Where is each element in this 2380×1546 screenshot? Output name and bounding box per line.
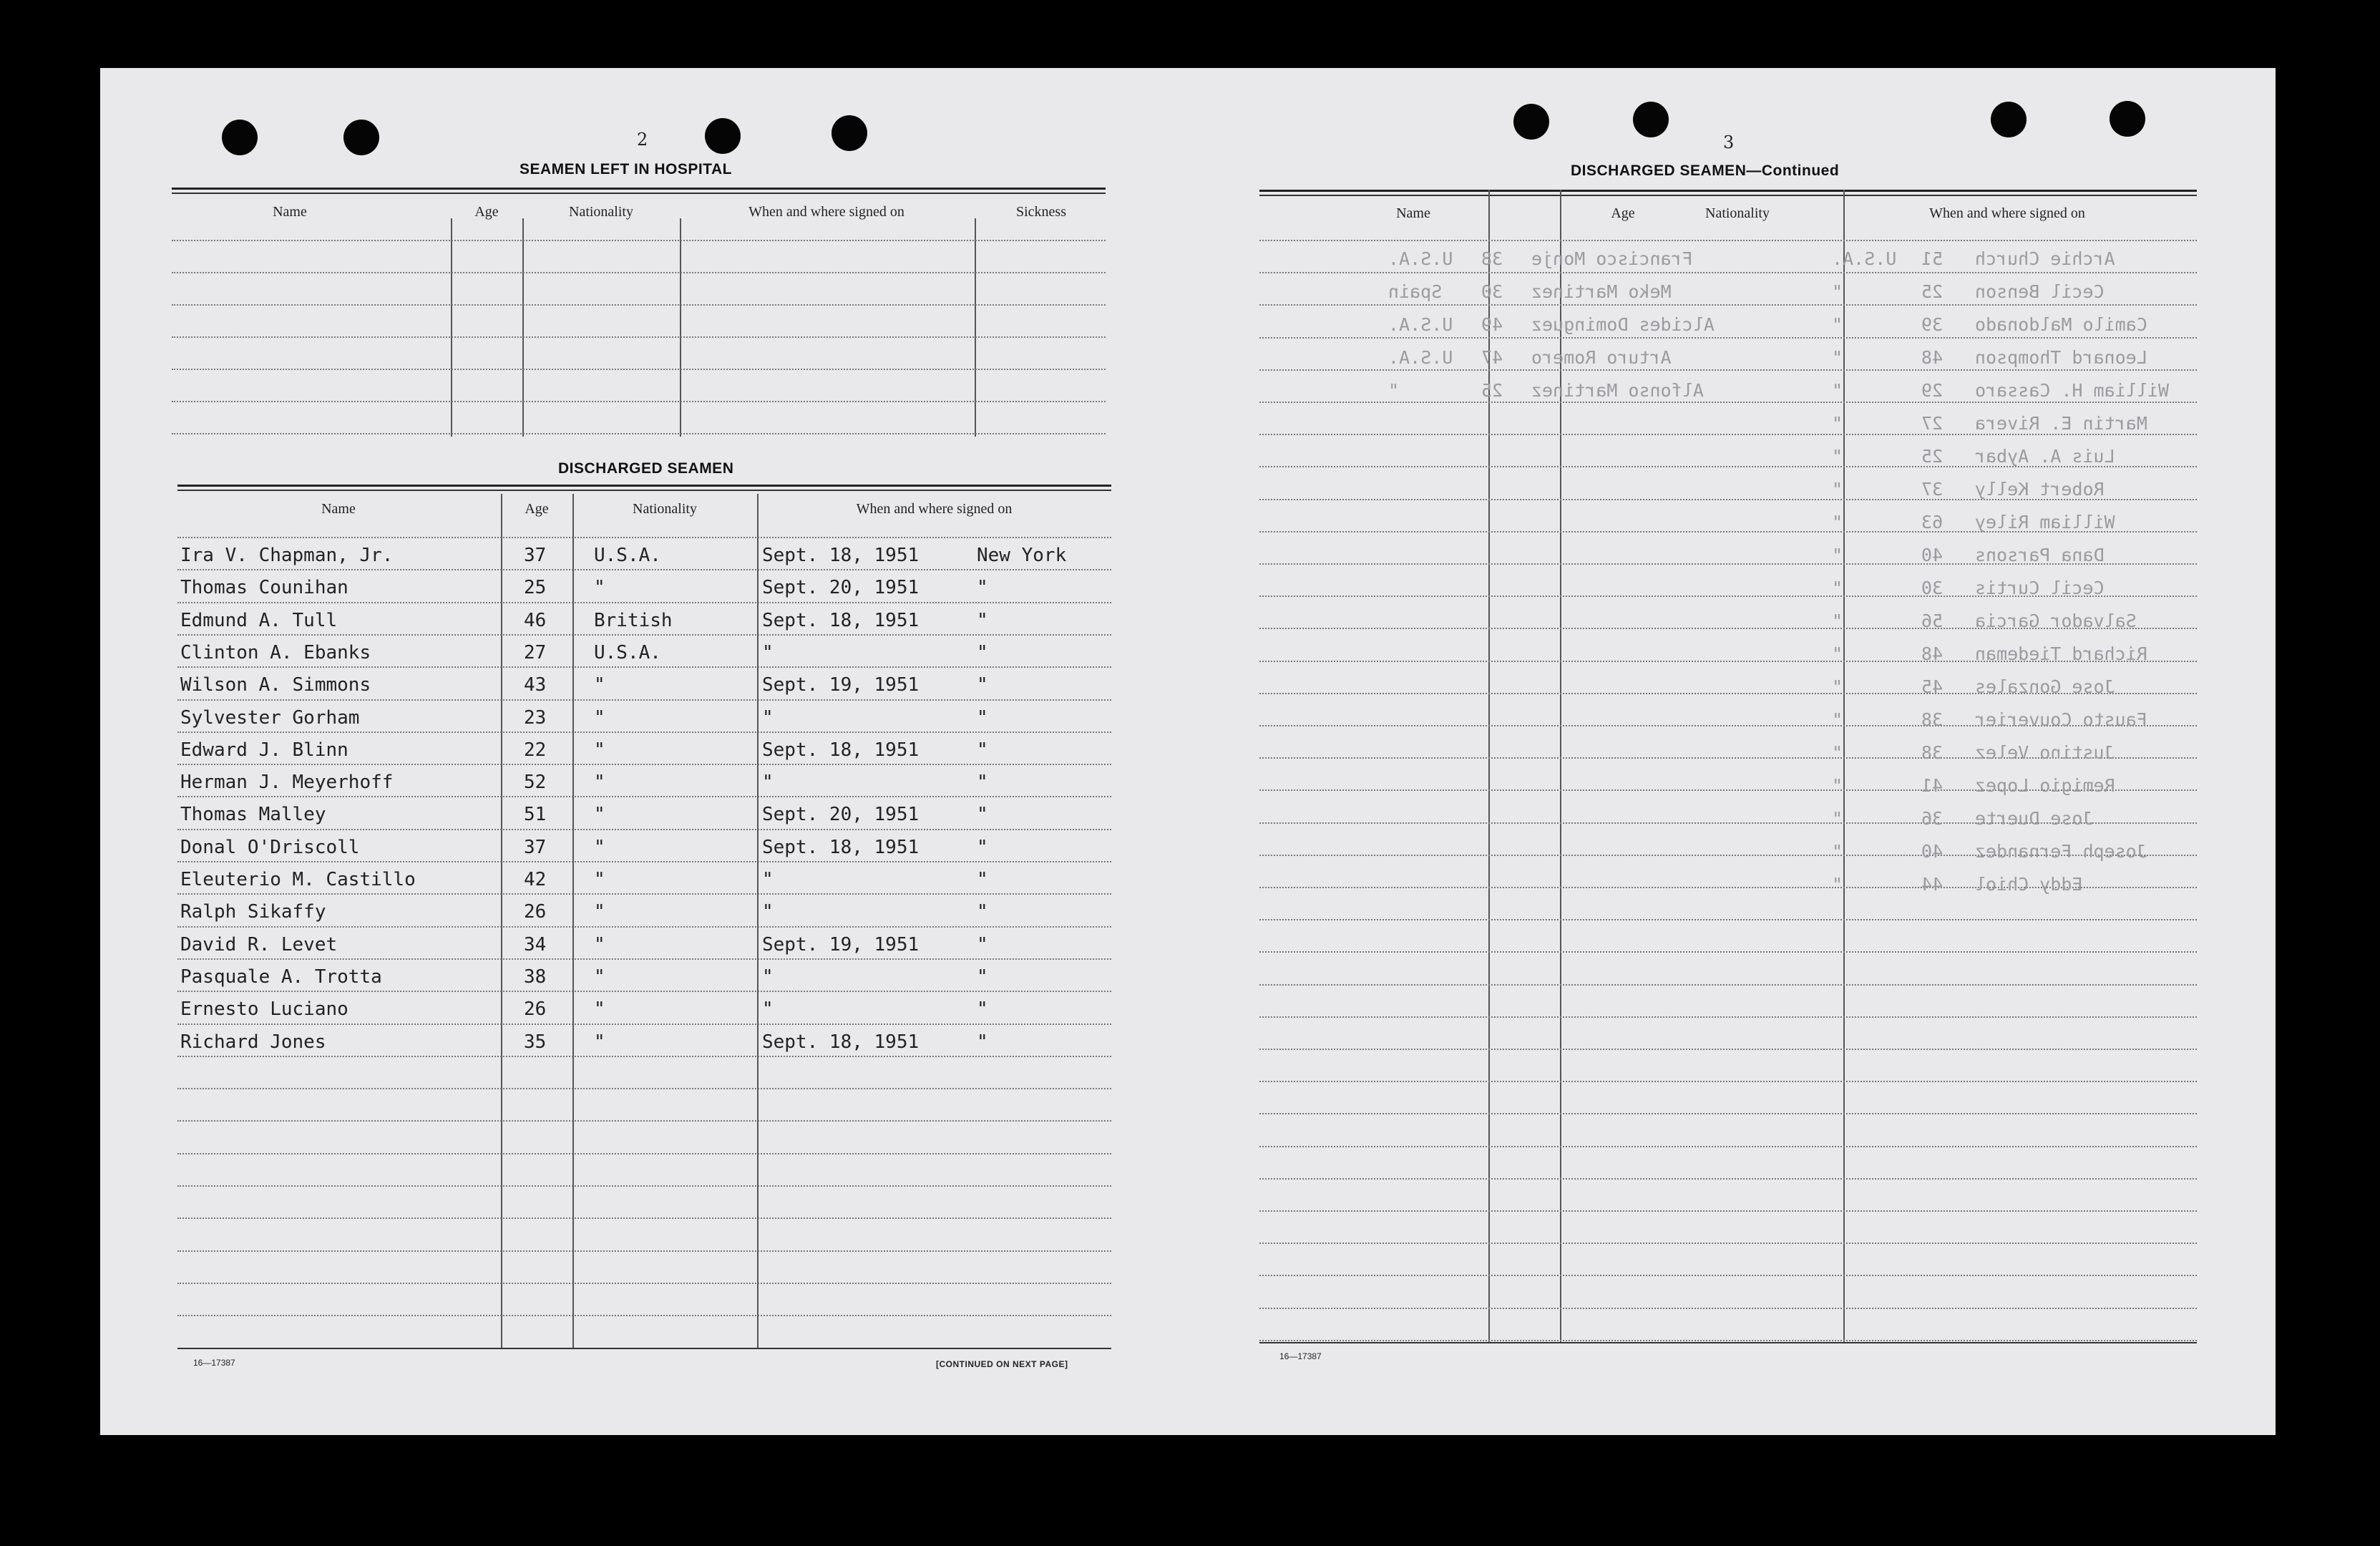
- table-row-line: [177, 764, 1111, 765]
- mirrored-nationality: ": [1832, 512, 1843, 533]
- table-row-line: [1259, 1178, 2197, 1180]
- seaman-age: 46: [524, 609, 547, 631]
- seaman-name: Ira V. Chapman, Jr.: [180, 545, 394, 566]
- seaman-nationality: ": [594, 577, 605, 599]
- signed-on-date: ": [762, 966, 774, 988]
- mirrored-name: Arturo Romero: [1531, 347, 1672, 368]
- seaman-nationality: British: [594, 609, 673, 631]
- mirrored-age: 63: [1921, 512, 1943, 533]
- table-row-line: [1259, 1016, 2197, 1018]
- signed-on-place: ": [977, 998, 988, 1021]
- table-row-line: [177, 731, 1111, 733]
- signed-on-date: Sept. 18, 1951: [762, 1031, 920, 1053]
- signed-on-place: ": [977, 966, 988, 988]
- table-row-line: [172, 369, 1106, 370]
- seaman-age: 26: [524, 998, 547, 1021]
- signed-on-date: Sept. 18, 1951: [762, 836, 920, 858]
- table-row-line: [1259, 240, 2197, 241]
- seaman-age: 23: [524, 706, 547, 729]
- mirrored-name: Justino Velez: [1975, 742, 2115, 763]
- seaman-name: Sylvester Gorham: [180, 706, 360, 729]
- punch-hole: [2110, 101, 2145, 137]
- mirrored-nationality: ": [1832, 808, 1843, 829]
- table-row-line: [172, 240, 1106, 241]
- table-row-line: [1259, 1340, 2197, 1341]
- seaman-age: 37: [524, 545, 547, 566]
- table-row-line: [1259, 272, 2197, 273]
- table-row-line: [177, 926, 1111, 928]
- table-row-line: [177, 1315, 1111, 1316]
- signed-on-date: ": [762, 869, 774, 890]
- table-row-line: [177, 537, 1111, 538]
- mirrored-age: 48: [1921, 347, 1943, 368]
- table-row-line: [177, 666, 1111, 668]
- mirrored-age: 44: [1921, 874, 1943, 895]
- mirrored-age: 38: [1921, 742, 1943, 763]
- punch-hole: [1513, 104, 1549, 140]
- signed-on-place: ": [977, 772, 988, 794]
- mirrored-nationality: ": [1832, 446, 1843, 467]
- seaman-nationality: ": [594, 1031, 605, 1053]
- discharged-continued-title: [1571, 162, 1839, 180]
- rule: [172, 188, 1106, 190]
- mirrored-name: Leonard Thompson: [1975, 347, 2147, 368]
- mirrored-nationality: ": [1832, 545, 1843, 565]
- table-row-line: [172, 336, 1106, 338]
- mirrored-age: 36: [1921, 808, 1943, 829]
- mirrored-name: Alcides Dominguez: [1531, 314, 1715, 335]
- punch-hole: [831, 115, 867, 151]
- table-row-line: [172, 272, 1106, 273]
- mirrored-age: 27: [1921, 413, 1943, 434]
- seaman-nationality: ": [594, 966, 605, 988]
- seaman-age: 42: [524, 869, 547, 890]
- mirrored-nationality: U.S.A.: [1832, 248, 1897, 269]
- rule: [1259, 190, 2197, 192]
- table-row-line: [177, 602, 1111, 603]
- seaman-name: Richard Jones: [180, 1031, 326, 1053]
- mirrored-nationality: ": [1832, 479, 1843, 500]
- mirrored-name: Archie Church: [1975, 248, 2115, 269]
- mirrored-age: 25: [1921, 446, 1943, 467]
- mirrored-name: Camilo Maldonado: [1975, 314, 2147, 335]
- seaman-name: Thomas Malley: [180, 804, 326, 826]
- mirrored-age: 49: [1481, 314, 1503, 335]
- right-header-name: Name: [1396, 205, 1430, 221]
- signed-on-place: ": [977, 933, 988, 956]
- hospital-header-sickness: Sickness: [1016, 204, 1066, 220]
- seaman-name: Ernesto Luciano: [180, 998, 348, 1021]
- table-row-line: [177, 1185, 1111, 1187]
- table-row-line: [1259, 1049, 2197, 1050]
- signed-on-place: ": [977, 901, 988, 923]
- rule: [177, 490, 1111, 491]
- seaman-nationality: ": [594, 739, 605, 761]
- table-row-line: [1259, 1308, 2197, 1309]
- signed-on-date: ": [762, 998, 774, 1021]
- seaman-nationality: ": [594, 901, 605, 923]
- signed-on-date: ": [762, 706, 774, 729]
- seaman-age: 26: [524, 901, 547, 923]
- seaman-nationality: ": [594, 869, 605, 890]
- table-row-line: [1259, 304, 2197, 306]
- mirrored-name: Fausto Couverier: [1975, 709, 2147, 730]
- table-row-line: [1259, 984, 2197, 986]
- mirrored-name: Salvador Garcia: [1975, 611, 2137, 631]
- mirrored-age: 48: [1921, 643, 1943, 664]
- seaman-nationality: ": [594, 998, 605, 1021]
- mirrored-name: Dana Parsons: [1975, 545, 2105, 565]
- table-row-line: [172, 433, 1106, 434]
- mirrored-nationality: ": [1832, 709, 1843, 730]
- signed-on-place: New York: [977, 545, 1067, 566]
- mirrored-age: 38: [1481, 248, 1503, 269]
- seaman-name: Herman J. Meyerhoff: [180, 772, 394, 794]
- table-row-line: [177, 1217, 1111, 1219]
- punch-hole: [222, 120, 258, 155]
- discharged-header-name: Name: [321, 501, 356, 517]
- table-row-line: [177, 1250, 1111, 1252]
- table-row-line: [177, 1120, 1111, 1122]
- rule: [177, 485, 1111, 487]
- table-row-line: [1259, 951, 2197, 953]
- seaman-name: Ralph Sikaffy: [180, 901, 326, 923]
- mirrored-age: 45: [1921, 676, 1943, 697]
- mirrored-name: Remigio Lopez: [1975, 775, 2115, 796]
- mirrored-nationality: ": [1832, 347, 1843, 368]
- rule: [1259, 195, 2197, 196]
- seaman-nationality: ": [594, 706, 605, 729]
- mirrored-name: Alfonso Martinez: [1531, 380, 1704, 401]
- seaman-nationality: ": [594, 933, 605, 956]
- table-row-line: [1259, 1243, 2197, 1244]
- mirrored-nationality: ": [1832, 314, 1843, 335]
- discharged-header-signed-on: When and where signed on: [856, 501, 1013, 517]
- seaman-age: 38: [524, 966, 547, 988]
- column-divider: [680, 218, 681, 437]
- signed-on-place: ": [977, 836, 988, 858]
- mirrored-age: 29: [1921, 380, 1943, 401]
- document-sheet: [100, 68, 2276, 1435]
- table-row-line: [177, 861, 1111, 862]
- mirrored-age: 47: [1481, 347, 1503, 368]
- seaman-age: 37: [524, 836, 547, 858]
- signed-on-place: ": [977, 804, 988, 826]
- signed-on-place: ": [977, 1031, 988, 1053]
- signed-on-place: ": [977, 739, 988, 761]
- column-divider: [522, 218, 524, 437]
- discharged-header-nationality: Nationality: [633, 501, 697, 517]
- hospital-header-nationality: Nationality: [569, 204, 633, 220]
- column-divider: [572, 494, 574, 1348]
- signed-on-date: Sept. 18, 1951: [762, 545, 920, 566]
- discharged-section-title: DISCHARGED SEAMEN: [558, 460, 734, 477]
- mirrored-nationality: ": [1832, 841, 1843, 862]
- seaman-age: 34: [524, 933, 547, 956]
- seaman-age: 27: [524, 641, 547, 663]
- mirrored-nationality: U.S.A.: [1388, 347, 1453, 368]
- table-row-line: [1259, 1275, 2197, 1276]
- signed-on-date: Sept. 19, 1951: [762, 933, 920, 956]
- right-header-nationality: Nationality: [1705, 205, 1770, 221]
- seaman-name: Donal O'Driscoll: [180, 836, 360, 858]
- mirrored-age: 40: [1921, 841, 1943, 862]
- seaman-age: 43: [524, 674, 547, 696]
- table-row-line: [172, 304, 1106, 306]
- page-number: 3: [1723, 132, 1735, 152]
- seaman-name: Edward J. Blinn: [180, 739, 348, 761]
- mirrored-name: Francisco Monje: [1531, 248, 1693, 269]
- title-suffix: —Continued: [1746, 162, 1840, 179]
- mirrored-age: 25: [1921, 281, 1943, 302]
- rule: [177, 1348, 1111, 1349]
- seaman-name: Pasquale A. Trotta: [180, 966, 382, 988]
- signed-on-date: ": [762, 641, 774, 663]
- punch-hole: [705, 118, 741, 154]
- table-row-line: [177, 699, 1111, 701]
- form-number: 16—17387: [1279, 1351, 1322, 1361]
- mirrored-nationality: Spain: [1388, 281, 1443, 302]
- mirrored-name: Martin E. Rivera: [1975, 413, 2147, 434]
- mirrored-name: Cecil Benson: [1975, 281, 2105, 302]
- mirrored-age: 25: [1481, 380, 1503, 401]
- signed-on-date: Sept. 18, 1951: [762, 609, 920, 631]
- table-row-line: [177, 1056, 1111, 1057]
- mirrored-nationality: ": [1832, 380, 1843, 401]
- signed-on-date: Sept. 20, 1951: [762, 804, 920, 826]
- table-row-line: [1259, 337, 2197, 339]
- punch-hole: [343, 120, 379, 155]
- mirrored-name: Robert Kelly: [1975, 479, 2105, 500]
- mirrored-name: Eddy Chiol: [1975, 874, 2083, 895]
- mirrored-name: Luis A. Aybar: [1975, 446, 2115, 467]
- mirrored-age: 30: [1481, 281, 1503, 302]
- signed-on-place: ": [977, 641, 988, 663]
- mirrored-age: 38: [1921, 709, 1943, 730]
- hospital-section-title: SEAMEN LEFT IN HOSPITAL: [520, 161, 732, 178]
- hospital-header-name: Name: [273, 204, 307, 220]
- mirrored-age: 51: [1921, 248, 1943, 269]
- table-row-line: [177, 796, 1111, 797]
- seaman-nationality: ": [594, 772, 605, 794]
- mirrored-nationality: ": [1832, 281, 1843, 302]
- seaman-nationality: ": [594, 836, 605, 858]
- mirrored-nationality: ": [1832, 742, 1843, 763]
- seaman-name: Clinton A. Ebanks: [180, 641, 371, 663]
- mirrored-age: 39: [1921, 314, 1943, 335]
- table-row-line: [177, 893, 1111, 895]
- table-row-line: [177, 958, 1111, 960]
- signed-on-place: ": [977, 674, 988, 696]
- mirrored-name: William H. Cassaro: [1975, 380, 2169, 401]
- mirrored-name: William Riley: [1975, 512, 2115, 533]
- mirrored-nationality: U.S.A.: [1388, 248, 1453, 269]
- mirrored-nationality: ": [1832, 611, 1843, 631]
- mirrored-name: Jose Duerte: [1975, 808, 2094, 829]
- seaman-age: 22: [524, 739, 547, 761]
- signed-on-place: ": [977, 609, 988, 631]
- mirrored-age: 56: [1921, 611, 1943, 631]
- table-row-line: [1259, 434, 2197, 435]
- signed-on-date: Sept. 18, 1951: [762, 739, 920, 761]
- seaman-age: 35: [524, 1031, 547, 1053]
- seaman-nationality: ": [594, 804, 605, 826]
- mirrored-age: 30: [1921, 578, 1943, 598]
- seaman-nationality: U.S.A.: [594, 545, 661, 566]
- signed-on-place: ": [977, 869, 988, 890]
- mirrored-nationality: ": [1832, 775, 1843, 796]
- table-row-line: [1259, 1113, 2197, 1114]
- table-row-line: [177, 569, 1111, 570]
- seaman-name: Thomas Counihan: [180, 577, 348, 599]
- title-text: DISCHARGED SEAMEN: [1571, 162, 1747, 179]
- table-row-line: [177, 1024, 1111, 1025]
- seaman-age: 52: [524, 772, 547, 794]
- mirrored-nationality: ": [1832, 413, 1843, 434]
- column-divider: [1843, 190, 1845, 1342]
- seaman-name: Edmund A. Tull: [180, 609, 338, 631]
- rule: [1259, 1342, 2197, 1343]
- seaman-nationality: ": [594, 674, 605, 696]
- table-row-line: [1259, 919, 2197, 920]
- hospital-header-age: Age: [474, 204, 499, 220]
- column-divider: [451, 218, 452, 437]
- seaman-name: David R. Levet: [180, 933, 338, 956]
- mirrored-name: Richard Tiedeman: [1975, 643, 2147, 664]
- signed-on-place: ": [977, 706, 988, 729]
- table-row-line: [1259, 1210, 2197, 1212]
- mirrored-nationality: ": [1832, 578, 1843, 598]
- mirrored-nationality: ": [1832, 643, 1843, 664]
- seaman-age: 51: [524, 804, 547, 826]
- form-number: 16—17387: [193, 1358, 235, 1368]
- mirrored-nationality: U.S.A.: [1388, 314, 1453, 335]
- table-row-line: [177, 1153, 1111, 1154]
- signed-on-date: ": [762, 901, 774, 923]
- table-row-line: [177, 1088, 1111, 1089]
- mirrored-nationality: ": [1832, 676, 1843, 697]
- mirrored-nationality: ": [1832, 874, 1843, 895]
- mirrored-name: Jose Gonzales: [1975, 676, 2115, 697]
- hospital-header-signed-on: When and where signed on: [748, 204, 904, 220]
- mirrored-name: Cecil Curtis: [1975, 578, 2105, 598]
- seaman-name: Eleuterio M. Castillo: [180, 869, 416, 890]
- punch-hole: [1991, 102, 2027, 137]
- table-row-line: [177, 634, 1111, 636]
- page-number: 2: [637, 130, 648, 150]
- column-divider: [975, 218, 976, 437]
- table-row-line: [177, 829, 1111, 830]
- seaman-name: Wilson A. Simmons: [180, 674, 371, 696]
- right-header-age: Age: [1611, 205, 1635, 221]
- mirrored-nationality: ": [1388, 380, 1400, 401]
- continued-note: [CONTINUED ON NEXT PAGE]: [936, 1359, 1068, 1369]
- table-row-line: [177, 991, 1111, 992]
- seaman-age: 25: [524, 577, 547, 599]
- mirrored-age: 37: [1921, 479, 1943, 500]
- table-row-line: [1259, 369, 2197, 371]
- signed-on-date: Sept. 20, 1951: [762, 577, 920, 599]
- discharged-header-age: Age: [525, 501, 549, 517]
- table-row-line: [1259, 402, 2197, 403]
- table-row-line: [172, 401, 1106, 402]
- seaman-nationality: U.S.A.: [594, 641, 661, 663]
- mirrored-age: 40: [1921, 545, 1943, 565]
- mirrored-name: Meko Martinez: [1531, 281, 1672, 302]
- signed-on-date: Sept. 19, 1951: [762, 674, 920, 696]
- table-row-line: [1259, 1081, 2197, 1082]
- table-row-line: [177, 1283, 1111, 1284]
- mirrored-name: Joseph Fernandez: [1975, 841, 2147, 862]
- column-divider: [501, 494, 502, 1348]
- mirrored-age: 41: [1921, 775, 1943, 796]
- column-divider: [757, 494, 759, 1348]
- signed-on-place: ": [977, 577, 988, 599]
- right-header-signed-on: When and where signed on: [1929, 205, 2085, 221]
- table-row-line: [1259, 1146, 2197, 1147]
- rule: [172, 193, 1106, 194]
- punch-hole: [1633, 102, 1669, 137]
- signed-on-date: ": [762, 772, 774, 794]
